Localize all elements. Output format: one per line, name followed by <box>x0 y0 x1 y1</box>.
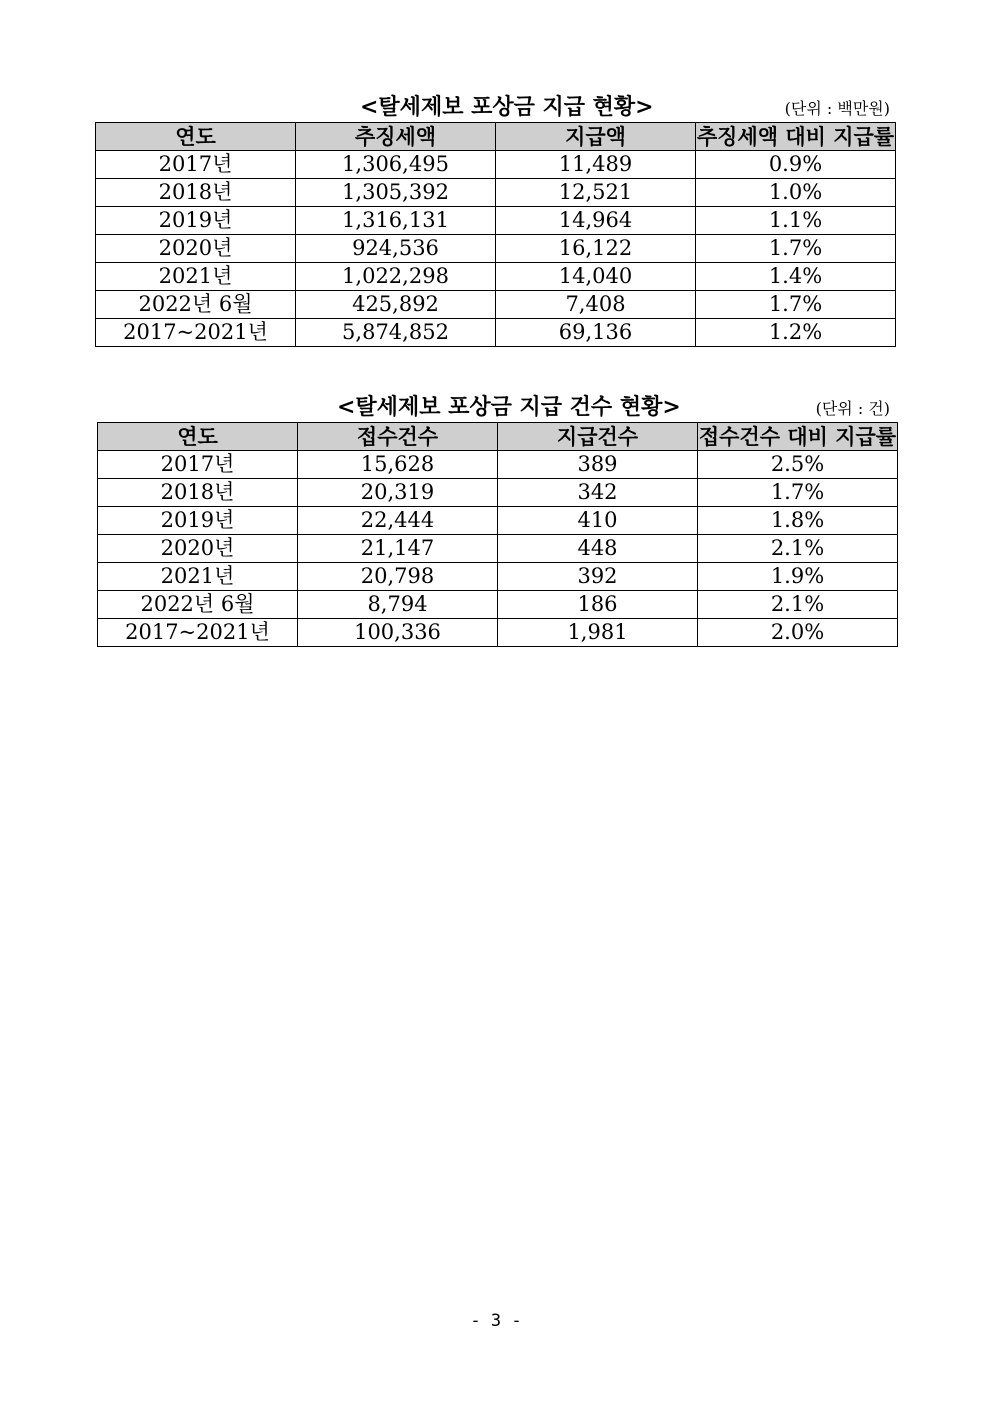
column-header: 연도 <box>98 423 298 451</box>
table-cell: 410 <box>498 507 698 535</box>
table-cell: 15,628 <box>298 451 498 479</box>
table-cell: 100,336 <box>298 619 498 647</box>
table-row <box>96 263 896 291</box>
table-cell: 2020년 <box>96 235 296 263</box>
table-cell: 2018년 <box>98 479 298 507</box>
table-cell: 389 <box>498 451 698 479</box>
table-cell: 12,521 <box>496 179 696 207</box>
table-row <box>98 451 898 479</box>
table-cell: 69,136 <box>496 319 696 347</box>
table-cell: 1.7% <box>698 479 898 507</box>
table-row <box>96 207 896 235</box>
table-title: <탈세제보 포상금 지급 건수 현황> <box>337 394 681 420</box>
table-row <box>96 291 896 319</box>
table-cell: 392 <box>498 563 698 591</box>
table-cell: 7,408 <box>496 291 696 319</box>
column-header: 추징세액 대비 지급률 <box>696 124 895 149</box>
table-cell: 21,147 <box>298 535 498 563</box>
table-cell: 2021년 <box>96 263 296 291</box>
table-cell: 186 <box>498 591 698 619</box>
reward-payment-table <box>95 122 896 347</box>
reward-count-table <box>97 422 898 647</box>
table-cell: 2017~2021년 <box>98 619 298 647</box>
table-cell: 1,305,392 <box>296 179 496 207</box>
table-cell: 425,892 <box>296 291 496 319</box>
table-cell: 8,794 <box>298 591 498 619</box>
table-cell: 1,981 <box>498 619 698 647</box>
table-cell: 20,798 <box>298 563 498 591</box>
table-row <box>98 535 898 563</box>
header-row <box>96 123 896 151</box>
table-row <box>98 507 898 535</box>
table-row <box>96 151 896 179</box>
table-cell: 20,319 <box>298 479 498 507</box>
table-title-row <box>0 388 992 422</box>
table-cell: 2.1% <box>698 535 898 563</box>
table-cell: 2022년 6월 <box>98 591 298 619</box>
table-cell: 2022년 6월 <box>96 291 296 319</box>
table-cell: 2021년 <box>98 563 298 591</box>
reward-count-section <box>0 388 992 644</box>
table-title-row <box>0 88 992 122</box>
table-cell: 2017년 <box>96 151 296 179</box>
page-number: - 3 - <box>470 1311 522 1331</box>
table-cell: 1,306,495 <box>296 151 496 179</box>
table-cell: 2019년 <box>96 207 296 235</box>
table-cell: 1.0% <box>696 179 896 207</box>
table-cell: 1.1% <box>696 207 896 235</box>
table-cell: 2019년 <box>98 507 298 535</box>
table-cell: 16,122 <box>496 235 696 263</box>
table-cell: 1.7% <box>696 235 896 263</box>
column-header: 지급건수 <box>498 423 698 451</box>
table-cell: 1.9% <box>698 563 898 591</box>
table-cell: 1.7% <box>696 291 896 319</box>
column-header: 연도 <box>96 123 296 151</box>
table-cell: 1.8% <box>698 507 898 535</box>
column-header: 지급액 <box>496 123 696 151</box>
table-cell: 342 <box>498 479 698 507</box>
column-header: 접수건수 <box>298 423 498 451</box>
table-cell: 14,040 <box>496 263 696 291</box>
table-row <box>98 563 898 591</box>
table-cell: 22,444 <box>298 507 498 535</box>
header-row <box>98 423 898 451</box>
table-cell: 14,964 <box>496 207 696 235</box>
table-cell: 1,022,298 <box>296 263 496 291</box>
table-cell: 1.4% <box>696 263 896 291</box>
table-cell: 924,536 <box>296 235 496 263</box>
table-row <box>96 319 896 347</box>
column-header: 접수건수 대비 지급률 <box>698 424 897 449</box>
table-row <box>96 179 896 207</box>
table-cell: 11,489 <box>496 151 696 179</box>
unit-label: (단위 : 백만원) <box>784 99 890 118</box>
column-header: 추징세액 <box>296 123 496 151</box>
unit-label: (단위 : 건) <box>815 399 890 418</box>
table-cell: 0.9% <box>696 151 896 179</box>
table-row <box>96 235 896 263</box>
table-cell: 1.2% <box>696 319 896 347</box>
table-cell: 2.0% <box>698 619 898 647</box>
table-cell: 2020년 <box>98 535 298 563</box>
table-row <box>98 591 898 619</box>
table-cell: 2.1% <box>698 591 898 619</box>
table-title: <탈세제보 포상금 지급 현황> <box>360 94 654 120</box>
table-cell: 5,874,852 <box>296 319 496 347</box>
table-cell: 1,316,131 <box>296 207 496 235</box>
table-row <box>98 479 898 507</box>
reward-payment-section <box>0 88 992 344</box>
table-cell: 2018년 <box>96 179 296 207</box>
table-cell: 2.5% <box>698 451 898 479</box>
table-cell: 2017~2021년 <box>96 319 296 347</box>
table-cell: 448 <box>498 535 698 563</box>
table-row <box>98 619 898 647</box>
table-cell: 2017년 <box>98 451 298 479</box>
